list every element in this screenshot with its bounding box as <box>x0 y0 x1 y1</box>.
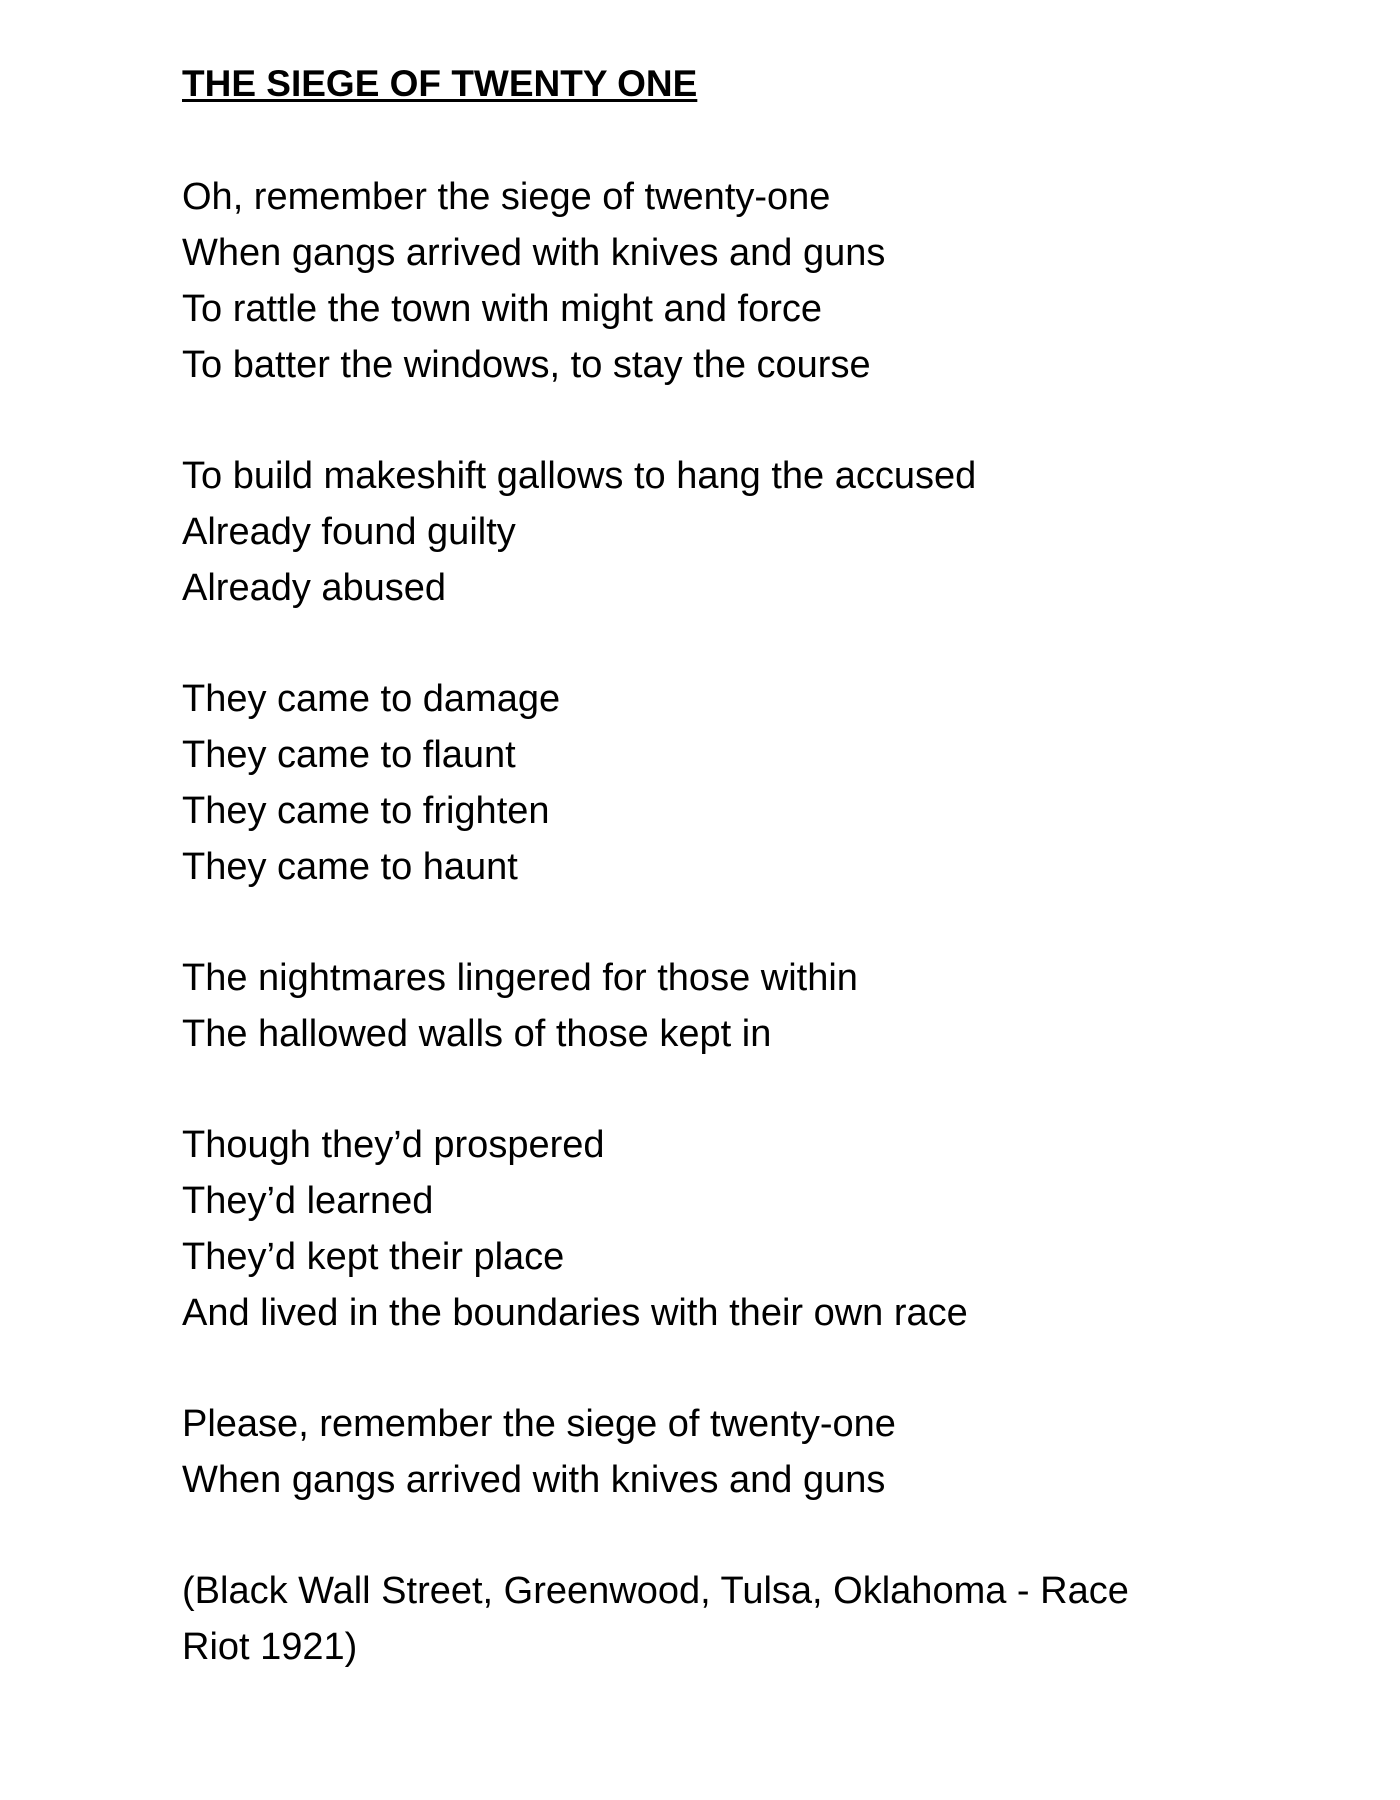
poem-line: They came to damage <box>182 678 561 721</box>
poem-line: They’d kept their place <box>182 1236 565 1279</box>
stanza-2 <box>182 448 1250 616</box>
poem-line: Oh, remember the siege of twenty-one <box>182 176 831 219</box>
poem-line: When gangs arrived with knives and guns <box>182 232 886 275</box>
poem-line: To rattle the town with might and force <box>182 288 822 331</box>
poem-line: To batter the windows, to stay the course <box>182 344 871 387</box>
poem-line: When gangs arrived with knives and guns <box>182 1459 886 1502</box>
poem-line: Already found guilty <box>182 511 516 554</box>
poem-line: Though they’d prospered <box>182 1124 605 1167</box>
poem-line: They came to flaunt <box>182 734 516 777</box>
stanza-4 <box>182 950 1250 1062</box>
poem-line: They’d learned <box>182 1180 434 1223</box>
poem-line: Already abused <box>182 567 447 610</box>
stanza-3 <box>182 671 1250 895</box>
poem-line: They came to haunt <box>182 846 518 889</box>
stanza-1 <box>182 169 1250 393</box>
historical-note: (Black Wall Street, Greenwood, Tulsa, Oklahoma - Race Riot 1921) <box>182 1570 1129 1669</box>
poem-line: The hallowed walls of those kept in <box>182 1013 772 1056</box>
poem-line: They came to frighten <box>182 790 550 833</box>
poem-title: THE SIEGE OF TWENTY ONE <box>182 63 698 104</box>
poem-line: The nightmares lingered for those within <box>182 957 858 1000</box>
stanza-5 <box>182 1117 1250 1341</box>
stanza-6 <box>182 1396 1250 1508</box>
poem-line: Please, remember the siege of twenty-one <box>182 1403 896 1446</box>
poem-line: And lived in the boundaries with their own race <box>182 1292 968 1335</box>
poem-line: To build makeshift gallows to hang the accused <box>182 455 977 498</box>
